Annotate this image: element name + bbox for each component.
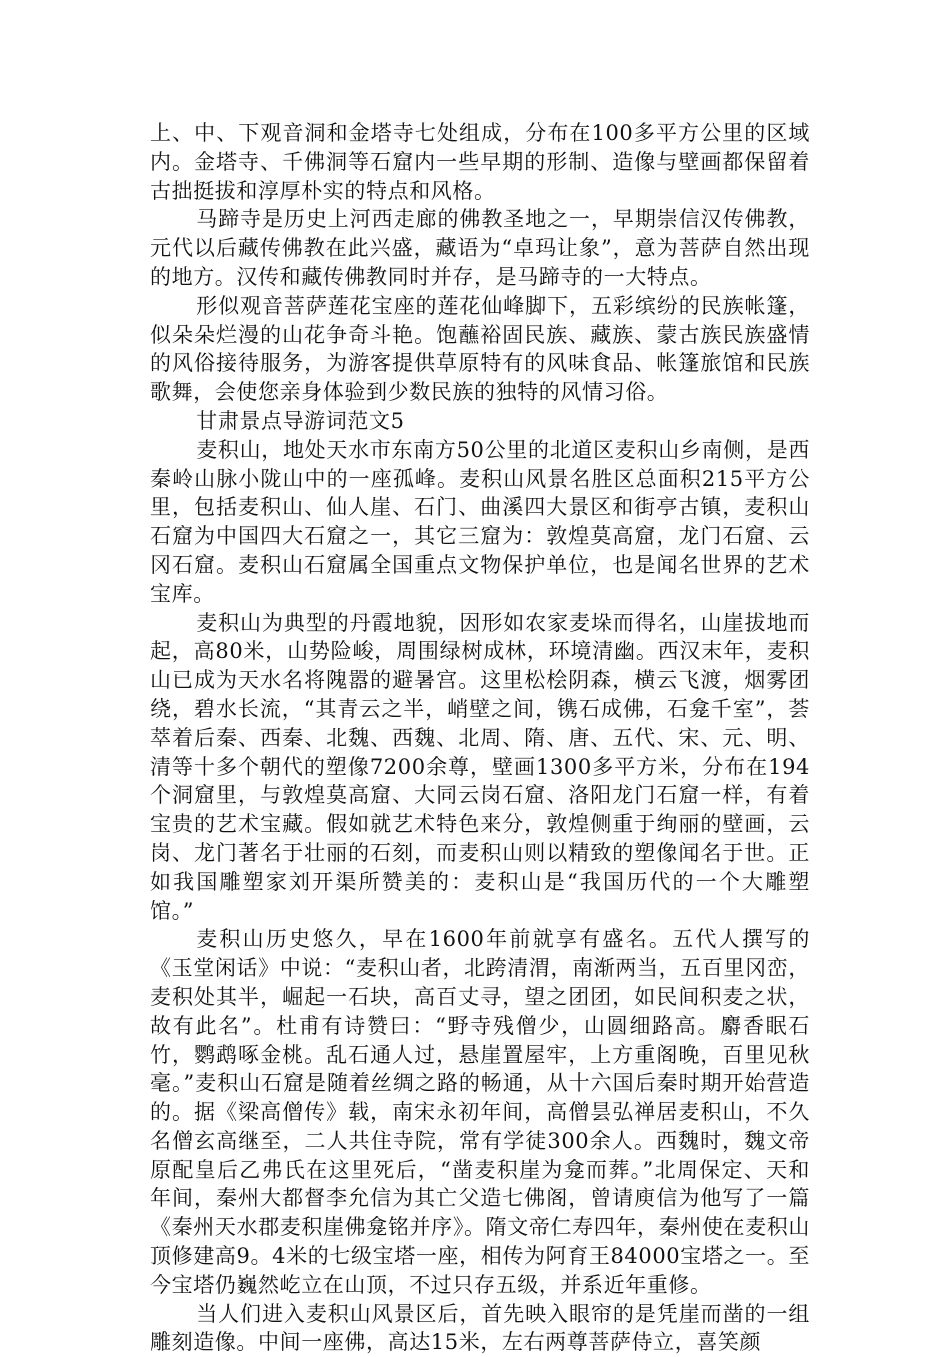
paragraph-maiji-intro: 麦积山，地处天水市东南方50公里的北道区麦积山乡南侧，是西秦岭山脉小陇山中的一座孤峰。麦积山风景名胜区总面积215平方公里，包括麦积山、仙人崖、石门、曲溪四大景区和街亭古镇，麦积山石窟为中国四大石窟之一，其它三窟为：敦煌莫高窟，龙门石窟、云冈石窟。麦积山石窟属全国重点文物保护单位，也是闻名世界的艺术宝库。 <box>150 437 810 606</box>
paragraph-lotus-peak: 形似观音菩萨莲花宝座的莲花仙峰脚下，五彩缤纷的民族帐篷，似朵朵烂漫的山花争奇斗艳。饱蘸裕固民族、藏族、蒙古族民族盛情的风俗接待服务，为游客提供草原特有的风味食品、帐篷旅馆和民族歌舞，会使您亲身体验到少数民族的独特的风情习俗。 <box>150 293 810 405</box>
document-body <box>150 119 810 1357</box>
paragraph-maiji-history: 麦积山历史悠久，早在1600年前就享有盛名。五代人撰写的《玉堂闲话》中说：“麦积山者，北跨清渭，南渐两当，五百里冈峦，麦积处其半，崛起一石块，高百丈寻，望之团团，如民间积麦之状，故有此名”。杜甫有诗赞曰：“野寺残僧少，山圆细路高。麝香眠石竹，鹦鹉啄金桃。乱石通人过，悬崖置屋牢，上方重阁晚，百里见秋毫。”麦积山石窟是随着丝绸之路的畅通，从十六国后秦时期开始营造的。据《梁高僧传》载，南宋永初年间，高僧昙弘禅居麦积山，不久名僧玄高继至，二人共住寺院，常有学徒300余人。西魏时，魏文帝原配皇后乙弗氏在这里死后，“凿麦积崖为龛而葬。”北周保定、天和年间，秦州大都督李允信为其亡父造七佛阁，曾请庾信为他写了一篇《秦州天水郡麦积崖佛龛铭并序》。隋文帝仁寿四年，秦州使在麦积山顶修建高9。4米的七级宝塔一座，相传为阿育王84000宝塔之一。至今宝塔仍巍然屹立在山顶，不过只存五级，并系近年重修。 <box>150 927 810 1297</box>
paragraph-mati-temple: 马蹄寺是历史上河西走廊的佛教圣地之一，早期崇信汉传佛教，元代以后藏传佛教在此兴盛，藏语为“卓玛让象”，意为菩萨自然出现的地方。汉传和藏传佛教同时并存，是马蹄寺的一大特点。 <box>150 207 810 289</box>
paragraph-maiji-entrance: 当人们进入麦积山风景区后，首先映入眼帘的是凭崖而凿的一组雕刻造像。中间一座佛，高达15米，左右两尊菩萨侍立，喜笑颜 <box>150 1301 810 1355</box>
paragraph-maiji-landform: 麦积山为典型的丹霞地貌，因形如农家麦垛而得名，山崖拔地而起，高80米，山势险峻，周围绿树成林，环境清幽。西汉末年，麦积山已成为天水名将隗嚣的避暑宫。这里松桧阴森，横云飞渡，烟雾团绕，碧水长流，“其青云之半，峭壁之间，镌石成佛，石龛千室”，荟萃着后秦、西秦、北魏、西魏、北周、隋、唐、五代、宋、元、明、清等十多个朝代的塑像7200余尊，壁画1300多平方米，分布在194个洞窟里，与敦煌莫高窟、大同云岗石窟、洛阳龙门石窟一样，有着宝贵的艺术宝藏。假如就艺术特色来分，敦煌侧重于绚丽的壁画，云岗、龙门著名于壮丽的石刻，而麦积山则以精致的塑像闻名于世。正如我国雕塑家刘开渠所赞美的：麦积山是“我国历代的一个大雕塑馆。” <box>150 610 810 923</box>
section-heading: 甘肃景点导游词范文5 <box>196 408 405 433</box>
paragraph-mati-intro-continued: 上、中、下观音洞和金塔寺七处组成，分布在100多平方公里的区域内。金塔寺、千佛洞等石窟内一些早期的形制、造像与壁画都保留着古拙挺拔和淳厚朴实的特点和风格。 <box>150 121 810 203</box>
